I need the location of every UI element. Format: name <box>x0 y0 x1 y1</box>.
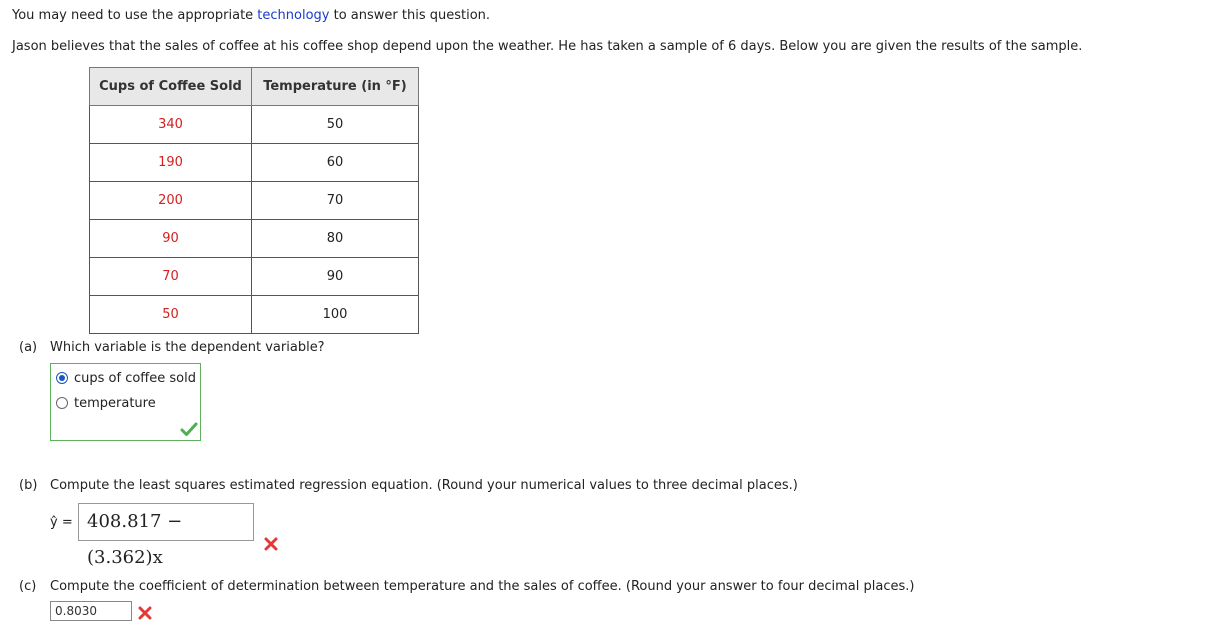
radio-temperature[interactable] <box>56 397 68 409</box>
option-temperature-label[interactable]: temperature <box>74 396 156 411</box>
cups-cell: 70 <box>90 258 252 296</box>
temperature-cell: 80 <box>252 220 419 258</box>
part-c-question: Compute the coefficient of determination between temperature and the sales of coffee. (Round your answer to four decimal places.) <box>50 579 915 594</box>
part-a-choices <box>50 363 201 441</box>
radio-cups-of-coffee-sold[interactable] <box>56 372 68 384</box>
technology-link[interactable]: technology <box>257 8 330 23</box>
coefficient-of-determination-input[interactable]: 0.8030 <box>50 601 132 621</box>
cups-cell: 200 <box>90 182 252 220</box>
table-row <box>90 182 419 220</box>
table-row <box>90 258 419 296</box>
temperature-cell: 50 <box>252 106 419 144</box>
regression-equation-input[interactable]: 408.817 − (3.362)x <box>78 503 254 541</box>
table-row <box>90 144 419 182</box>
table-header-row <box>90 68 419 106</box>
x-mark-icon <box>264 537 278 551</box>
option-cups-of-coffee-sold-label[interactable]: cups of coffee sold <box>74 371 196 386</box>
cups-cell: 50 <box>90 296 252 334</box>
part-b-question: Compute the least squares estimated regression equation. (Round your numerical values to three decimal places.) <box>50 478 798 493</box>
part-b-label: (b) <box>19 478 38 493</box>
problem-text: Jason believes that the sales of coffee at his coffee shop depend upon the weather. He has taken a sample of 6 days. Below you are given the results of the sample. <box>12 39 1083 54</box>
temperature-cell: 90 <box>252 258 419 296</box>
part-a-label: (a) <box>19 340 38 355</box>
cups-cell: 340 <box>90 106 252 144</box>
yhat-label: ŷ = <box>50 515 73 530</box>
temperature-cell: 70 <box>252 182 419 220</box>
table-row <box>90 220 419 258</box>
column-header-cups: Cups of Coffee Sold <box>90 68 252 106</box>
cups-cell: 90 <box>90 220 252 258</box>
temperature-cell: 60 <box>252 144 419 182</box>
data-table <box>89 67 419 334</box>
table-row <box>90 106 419 144</box>
cups-cell: 190 <box>90 144 252 182</box>
part-c-label: (c) <box>19 579 37 594</box>
intro-suffix: to answer this question. <box>329 8 491 23</box>
intro-text <box>12 8 490 23</box>
x-mark-icon <box>138 606 152 620</box>
intro-prefix: You may need to use the appropriate <box>12 8 258 23</box>
table-row <box>90 296 419 334</box>
column-header-temperature: Temperature (in °F) <box>252 68 419 106</box>
part-a-question: Which variable is the dependent variable? <box>50 340 325 355</box>
temperature-cell: 100 <box>252 296 419 334</box>
checkmark-icon <box>180 422 198 437</box>
